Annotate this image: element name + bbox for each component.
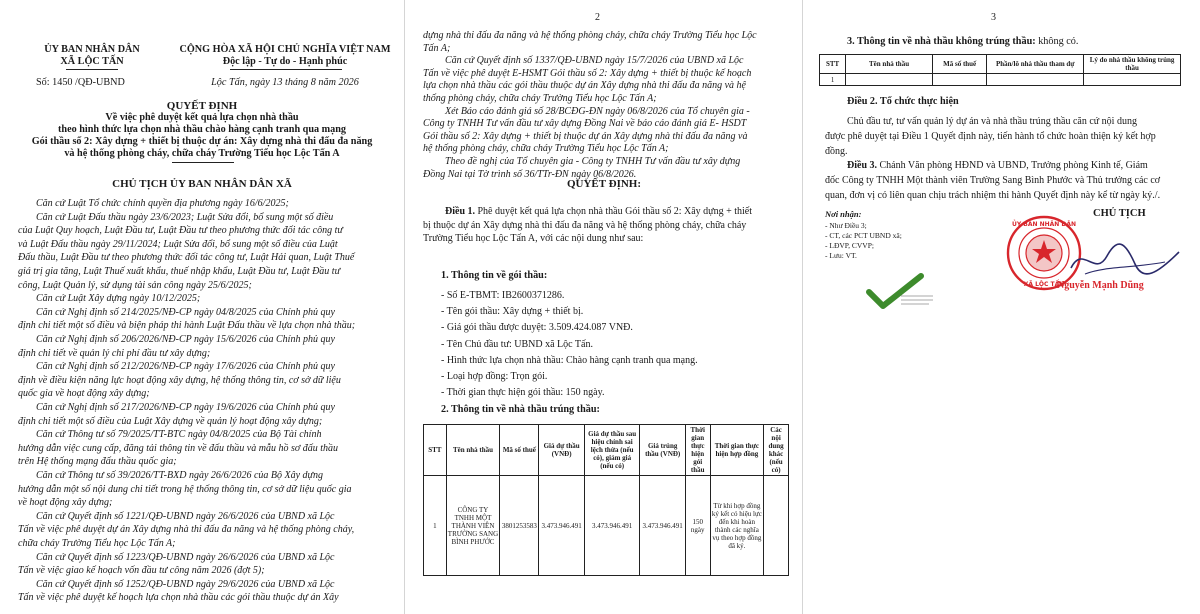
section-3-value: không có. [1035,36,1079,47]
column-header: Phần/lô nhà thầu tham dự [987,55,1084,74]
text-line: Tấn A; [423,42,451,54]
table-cell: Từ khi hợp đồng ký kết có hiệu lực đến khi hoàn thành các nghĩa vụ theo hợp đồng đã ký. [710,476,764,576]
table-cell [846,74,933,86]
table-cell: 3.473.946.491 [640,476,685,576]
column-header: STT [820,55,846,74]
text-line: được phê duyệt tại Điều 1 Quyết định này, tiến hành tổ chức hoàn thiện ký kết hợp [825,131,1156,142]
text-line: - LĐVP, CVVP; [825,241,874,250]
text-line: Tấn về việc phê duyệt dự án Xây dựng nhà thi đấu đa năng và hệ thống phòng cháy, [18,524,355,536]
text-line: giá trị gia tăng, Luật Thuế xuất khẩu, thuế nhập khẩu, Luật Đầu tư, Luật Đầu tư [18,266,341,277]
text-line: Xét Báo cáo đánh giá số 28/BCĐG-ĐN ngày 06/8/2026 của Tổ chuyên gia - [445,105,750,117]
handwritten-signature [1065,238,1185,282]
text-line: - Hình thức lựa chọn nhà thầu: Chào hàng cạnh tranh qua mạng. [441,354,698,366]
subject-underline [172,162,234,163]
column-header: Mã số thuế [932,55,986,74]
text-line: Căn cứ Quyết định số 1221/QĐ-UBND ngày 26/6/2026 của UBND xã Lộc [36,510,335,522]
table-cell: 1 [424,476,447,576]
page-number: 2 [595,12,600,23]
text-line: Căn cứ Luật Đấu thầu ngày 23/6/2023; Luật Sửa đổi, bổ sung một số điều [36,211,334,223]
column-header: Mã số thuế [500,425,539,476]
table-cell: 150 ngày [685,476,710,576]
table-row [820,74,1181,86]
text-line: Gói thầu số 2: Xây dựng + thiết bị thuộc dự án Xây dựng nhà thi đấu đa năng và [423,130,748,142]
column-header: Giá trúng thầu (VNĐ) [640,425,685,476]
text-line: Chủ đầu tư, tư vấn quản lý dự án và nhà thầu trúng thầu căn cứ nội dung [847,116,1137,127]
text-line: dựng nhà thi đấu đa năng và hệ thống phòng cháy, chữa cháy Trường Tiểu học Lộc [423,30,757,41]
recipients-title: Nơi nhận: [825,209,862,219]
text-line: Theo đề nghị của Tổ chuyên gia - Công ty TNHH Tư vấn đầu tư xây dựng [445,156,741,167]
text-line: Căn cứ Thông tư số 39/2026/TT-BXD ngày 26/6/2026 của Bộ Xây dựng [36,470,323,481]
table-cell [987,74,1084,86]
text-line: trên Hệ thống mạng đấu thầu quốc gia; [18,456,177,468]
decision-heading: QUYẾT ĐỊNH: [566,178,642,190]
subject-line-3: Gói thầu số 2: Xây dựng + thiết bị thuộc dự án: Xây dựng nhà thi đấu đa năng [31,136,373,147]
authority-heading: CHỦ TỊCH ỦY BAN NHÂN DÂN XÃ [112,178,292,190]
motto-underline [230,69,342,70]
table-row [424,476,789,576]
section-3-line [847,36,1078,48]
text-line: Điều 1. Phê duyệt kết quả lựa chọn nhà thầu Gói thầu số 2: Xây dựng + thiết [445,206,752,217]
text-line: định chi tiết một số điều và biện pháp thi hành Luật Đấu thầu về lựa chọn nhà thầu; [18,320,356,332]
doc-number: Số: 1450 /QĐ-UBND [36,77,125,88]
section-3-title: 3. Thông tin về nhà thầu không trúng thầu: [847,36,1036,47]
table-cell: 3.473.946.491 [539,476,584,576]
text-line: Căn cứ Quyết định số 1252/QĐ-UBND ngày 29/6/2026 của UBND xã Lộc [36,578,335,590]
table-cell: 3801253583 [500,476,539,576]
table-cell [764,476,789,576]
signer-title: CHỦ TỊCH [1093,208,1146,219]
text-line: Điều 3. Chánh Văn phòng HĐND và UBND, Trưởng phòng Kinh tế, Giám [847,160,1148,171]
table-cell [1084,74,1181,86]
text-line: - Thời gian thực hiện gói thầu: 150 ngày. [441,387,605,399]
text-line: định chi tiết một số điều của Luật Xây dựng về quản lý hoạt động xây dựng; [18,415,323,427]
table-cell [932,74,986,86]
place-date: Lộc Tấn, ngày 13 tháng 8 năm 2026 [211,77,359,88]
text-line: Tấn về việc phê duyệt kế hoạch lựa chọn nhà thầu các gói thầu thuộc dự án Xây [18,592,339,604]
text-line: về hoạt động xây dựng; [18,497,113,509]
text-line: công, Luật Quản lý, sử dụng tài sản công ngày 25/6/2025; [18,279,252,291]
text-line: hệ thống phòng cháy, chữa cháy Trường Tiểu học Lộc Tấn A; [423,143,669,155]
column-header: Thời gian thực hiện gói thầu [685,425,710,476]
text-line: Căn cứ Luật Xây dựng ngày 10/12/2025; [36,293,201,305]
digital-signature-check [865,272,935,312]
agency-line-1: ỦY BAN NHÂN DÂN [44,44,140,55]
text-line: Căn cứ Nghị định số 217/2026/NĐ-CP ngày 19/6/2026 của Chính phủ quy [36,402,335,413]
section-1-title: 1. Thông tin về gói thầu: [441,270,548,281]
column-header: Thời gian thực hiện hợp đồng [710,425,764,476]
column-header: Giá dự thầu sau hiệu chỉnh sai lệch thừa (nếu có), giảm giá (nếu có) [584,425,640,476]
table-header-row [424,425,789,476]
text-line: Căn cứ Nghị định số 214/2025/NĐ-CP ngày 04/8/2025 của Chính phủ quy [36,306,335,318]
text-line: Căn cứ Nghị định số 212/2026/NĐ-CP ngày 17/6/2026 của Chính phủ quy [36,361,335,373]
page-3 [802,0,1200,614]
doc-type: QUYẾT ĐỊNH [166,100,238,112]
seal-text-bottom: XÃ LỘC TẤN [1023,281,1065,288]
column-header: Tên nhà thầu [846,55,933,74]
text-line: và Luật Đấu thầu ngày 29/11/2024; Luật Sửa đổi, bổ sung một số điều của Luật [18,238,338,250]
subject-line-1: Về việc phê duyệt kết quả lựa chọn nhà thầu [105,112,299,123]
table-cell: CÔNG TY TNHH MỘT THÀNH VIÊN TRƯỜNG SANG BÌNH PHƯỚC [446,476,500,576]
text-line: - Loại hợp đồng: Trọn gói. [441,371,548,382]
column-header: STT [424,425,447,476]
text-line: định chi tiết về quản lý chi phí đầu tư xây dựng; [18,347,211,359]
text-line: - Giá gói thầu được duyệt: 3.509.424.087 VNĐ. [441,322,633,334]
article-1-label: Điều 1. [445,206,475,217]
text-line: quốc gia về hoạt động xây dựng; [18,388,150,400]
text-line: Căn cứ Thông tư số 79/2025/TT-BTC ngày 04/8/2025 của Bộ Tài chính [36,429,322,441]
article-3-label: Điều 3. [847,160,877,171]
text-line: - Số E-TBMT: IB2600371286. [441,290,565,301]
section-2-title: 2. Thông tin về nhà thầu trúng thầu: [441,404,600,415]
text-line: quan, đơn vị có liên quan chịu trách nhiệm thi hành Quyết định này kể từ ngày ký./. [825,190,1161,201]
page-number: 3 [991,12,996,23]
text-line: Căn cứ Quyết định số 1337/QĐ-UBND ngày 15/7/2026 của UBND xã Lộc [445,55,744,67]
column-header: Các nội dung khác (nếu có) [764,425,789,476]
text-line: bị thuộc dự án Xây dựng nhà thi đấu đa năng và hệ thống phòng cháy, chữa cháy [423,219,747,231]
text-line: - Lưu: VT. [825,251,857,260]
text-line: - Như Điều 3; [825,221,867,230]
text-line: định về điều kiện năng lực hoạt động xây dựng, hệ thống thông tin, cơ sở dữ liệu [18,374,341,386]
article-2-title: Điều 2. Tổ chức thực hiện [847,96,959,107]
text-line: Trường Tiểu học Lộc Tấn A, với các nội dung như sau: [423,233,644,245]
winning-bidder-table [423,424,789,576]
subject-line-2: theo hình thức lựa chọn nhà thầu chào hàng cạnh tranh qua mạng [58,124,346,135]
text-line: chữa cháy Trường Tiểu học Lộc Tấn A; [18,538,176,549]
country-line-1: CỘNG HÒA XÃ HỘI CHỦ NGHĨA VIỆT NAM [179,44,391,55]
text-line: Tấn về việc phê duyệt E-HSMT Gói thầu số 2: Xây dựng + thiết bị thuộc kế hoạch [423,67,752,79]
table-cell: 3.473.946.491 [584,476,640,576]
text-line: Tấn về việc giao kế hoạch vốn đầu tư công năm 2026 (đợt 5); [18,565,265,577]
signer-name: Nguyễn Mạnh Dũng [1057,280,1144,291]
text-line: Căn cứ Nghị định số 206/2026/NĐ-CP ngày 15/6/2026 của Chính phủ quy [36,334,335,345]
page-1 [0,0,404,614]
text-line: của Luật Quy hoạch, Luật Đầu tư, Luật Đầu tư theo phương thức đối tác công tư [18,225,343,237]
text-line: - Tên gói thầu: Xây dựng + thiết bị. [441,306,584,318]
table-header-row [820,55,1181,74]
text-line: lựa chọn nhà thầu các gói thầu thuộc dự án Xây dựng nhà thi đấu đa năng và hệ [423,80,746,92]
text-line: Đồng Nai tại Tờ trình số 36/TTr-ĐN ngày 06/8/2026. [423,168,637,180]
page-2 [404,0,802,614]
text-line: - Tên Chủ đầu tư: UBND xã Lộc Tấn. [441,338,593,350]
losing-bidder-table [819,54,1181,86]
text-line: Căn cứ Quyết định số 1223/QĐ-UBND ngày 26/6/2026 của UBND xã Lộc [36,551,335,563]
country-line-2: Độc lập - Tự do - Hạnh phúc [222,56,348,67]
text-line: thống phòng cháy, chữa cháy Trường Tiểu học Lộc Tấn A; [423,93,657,104]
text-line: Căn cứ Luật Tổ chức chính quyền địa phương ngày 16/6/2025; [36,198,289,209]
text-line: Đấu thầu, Luật Đầu tư theo phương thức đối tác công tư, Luật Hải quan, Luật Thuế [18,252,355,264]
text-line: Công ty TNHH Tư vấn đầu tư xây dựng Đồng Nai về báo cáo đánh giá E- HSDT [423,118,747,130]
text-line: - CT, các PCT UBND xã; [825,231,902,240]
column-header: Giá dự thầu (VNĐ) [539,425,584,476]
subject-line-4: và hệ thống phòng cháy, chữa cháy Trường Tiểu học Lộc Tấn A [64,148,340,159]
text-line: hướng dẫn việc cung cấp, đăng tải thông tin về đấu thầu và mẫu hồ sơ đấu thầu [18,442,338,454]
table-cell: 1 [820,74,846,86]
agency-underline [66,69,118,70]
text-line: đốc Công ty TNHH Một thành viên Trường Sang Bình Phước và Thủ trưởng các cơ [825,175,1161,186]
column-header: Lý do nhà thầu không trúng thầu [1084,55,1181,74]
agency-line-2: XÃ LỘC TẤN [60,56,124,67]
column-header: Tên nhà thầu [446,425,500,476]
text-line: đồng. [825,146,848,157]
seal-text: ỦY BAN NHÂN DÂN [1011,221,1077,228]
text-line: hướng dẫn một số nội dung chi tiết trong hệ thống thông tin, cơ sở dữ liệu quốc gia [18,483,352,495]
